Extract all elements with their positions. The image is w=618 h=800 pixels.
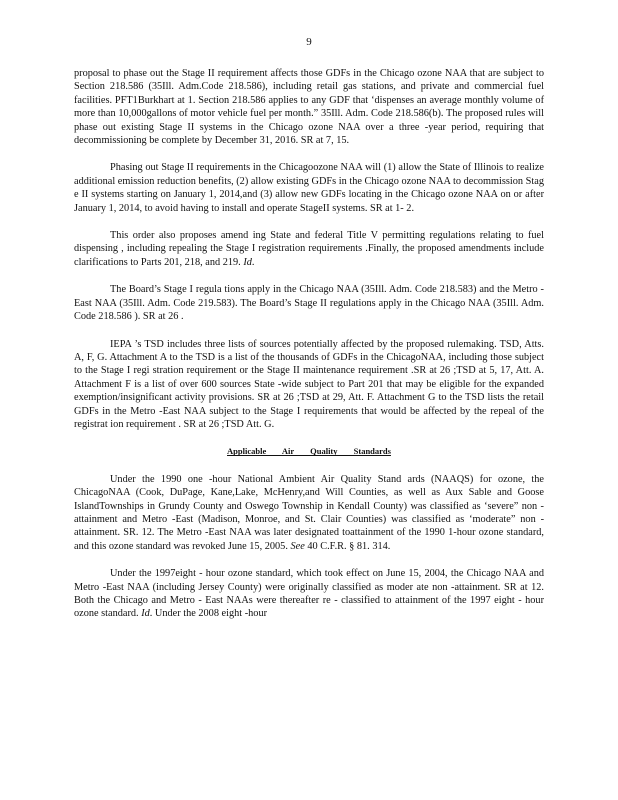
paragraph-title-v-text: This order also proposes amend ing State and federal Title V permitting regulations relating to fuel dispensing , including repealing the Stage I registration requirements .Finally, the proposed amendments include clarifications to Parts 201, 218, and 219.	[74, 230, 544, 268]
paragraph-1997-tail: . Under the 2008 eight -hour	[149, 608, 268, 620]
paragraph-1997-standard	[74, 567, 544, 621]
page-number: 9	[306, 36, 312, 48]
paragraph-1990-naaqs	[74, 473, 544, 553]
paragraph-title-v-end: .	[251, 256, 255, 268]
paragraph-title-v-amendments	[74, 229, 544, 269]
paragraph-iepa-tsd: IEPA ’s TSD includes three lists of sources potentially affected by the proposed rulemaking. TSD, Atts. A, F, G. Attachment A to the TSD is a list of the thousands of GDFs in the ChicagoNAA, including those subject to the Stage I regi stration requirement or the Stage II maintenance requirement .SR at 26 ;TSD at 5, 17, Att. A. Attachment F is a list of over 600 sources State -wide subject to Part 201 that may be eligible for the expanded exemption/insignificant activity provisions. SR at 26 ;TSD at 29, Att. F. Attachment G to the TSD lists the retail GDFs in the Metro -East NAA subject to the Stage I requirements that would be affected by the repeal of the registrat ion requirement . SR at 26 ;TSD Att. G.	[74, 338, 544, 430]
paragraph-1997-text: Under the 1997eight - hour ozone standard, which took effect on June 15, 2004, the Chicago NAA and Metro -East NAA (including Jersey County) were originally classified as moder ate non -attainment. SR at 12. Both the Chicago and Metro - East NAAs were thereafter re - classified to attainment of the 1997 eight - hour ozone standard.	[74, 568, 544, 620]
id-citation: Id	[243, 256, 252, 268]
section-heading: Applicable Air Quality Standards	[227, 446, 391, 457]
paragraph-1990-cfr: 40 C.F.R. § 81. 314.	[307, 540, 391, 552]
see-citation: See	[290, 540, 305, 552]
paragraph-board-regulations: The Board’s Stage I regula tions apply in the Chicago NAA (35Ill. Adm. Code 218.583) and the Metro -East NAA (35Ill. Adm. Code 219.583). The Board’s Stage II regulations apply in the Chicago NAA (35Ill. Adm. Code 218.586 ). SR at 26 .	[74, 284, 544, 323]
paragraph-1990-text: Under the 1990 one -hour National Ambient Air Quality Stand ards (NAAQS) for ozone, the ChicagoNAA (Cook, DuPage, Kane,Lake, McHenry,and Will Counties, as well as Aux Sable and Goose IslandTownships in Grundy County and Oswego Township in Kendall County) was classified as ‘severe” non -attainment and Metro -East (Madison, Monroe, and St. Clair Counties) was classified as ‘moderate” non -attainment. SR. 12. The Metro -East NAA was later designated toattainment of the 1990 1-hour ozone standard, and this ozone standard was revoked June 15, 2005.	[74, 473, 544, 552]
id-citation: Id	[141, 608, 150, 620]
paragraph-stage-ii-scope: proposal to phase out the Stage II requirement affects those GDFs in the Chicago ozone NAA that are subject to Section 218.586 (35Ill. Adm.Code 218.586), including retail gas stations, and private and commercial fuel facilities. PFT1Burkhart at 1. Section 218.586 applies to any GDF that ‘dispenses an average monthly volume of more than 10,000gallons of motor vehicle fuel per month.” 35Ill. Adm. Code 218.586(b). The proposed rules will phase out existing Stage II systems in the Chicago ozone NAA over a three -year period, requiring that decommissioning be complete by December 31, 2016. SR at 7, 15.	[74, 68, 544, 147]
page-body	[74, 67, 544, 621]
paragraph-phase-out-benefits: Phasing out Stage II requirements in the Chicagoozone NAA will (1) allow the State of Illinois to realize additional emission reduction benefits, (2) allow existing GDFs in the Chicago ozone NAA to decommission Stag e II systems starting on January 1, 2014,and (3) allow new GDFs locating in the Chicago ozone NAA on or after January 1, 2014, to avoid having to install and operate StageII systems. SR at 1- 2.	[74, 162, 544, 214]
